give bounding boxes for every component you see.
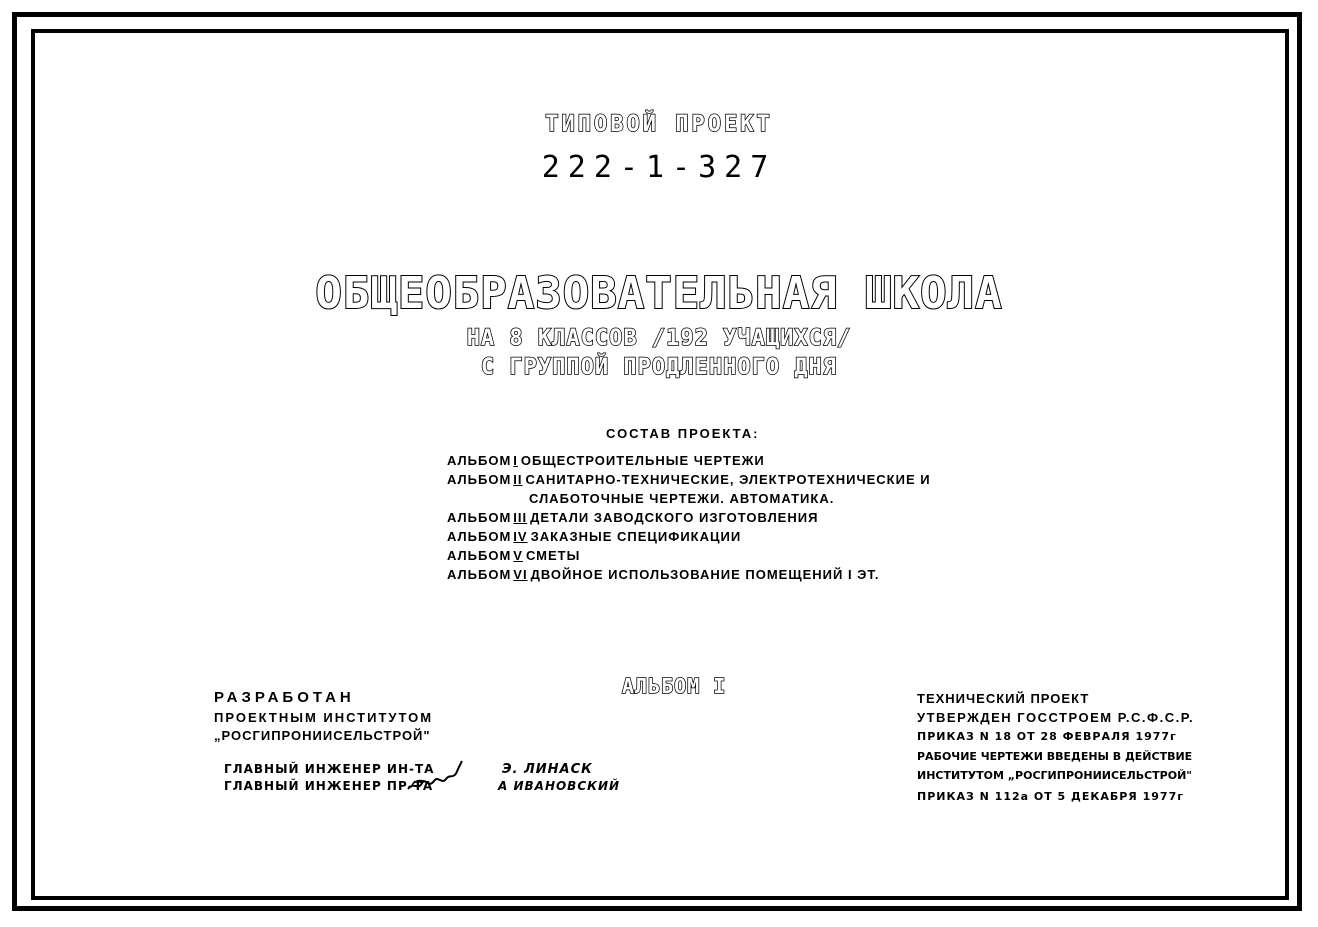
list-item — [447, 527, 931, 546]
name-linask: Э. ЛИНАСК — [502, 762, 593, 777]
list-item — [447, 508, 931, 527]
approval-line-6: ПРИКАЗ N 112а ОТ 5 ДЕКАБРЯ 1977г — [917, 790, 1184, 803]
album-title: ДЕТАЛИ ЗАВОДСКОГО ИЗГОТОВЛЕНИЯ — [530, 510, 819, 525]
album-label: АЛЬБОМ — [447, 567, 512, 582]
contents-heading: СОСТАВ ПРОЕКТА: — [606, 426, 760, 441]
album-title: ДВОЙНОЕ ИСПОЛЬЗОВАНИЕ ПОМЕЩЕНИЙ I ЭТ. — [530, 567, 880, 582]
developer-line-1: РАЗРАБОТАН — [214, 689, 355, 706]
name-ivanovsky: А ИВАНОВСКИЙ — [498, 779, 621, 793]
signature-image — [404, 755, 470, 795]
album-number: II — [513, 472, 523, 487]
approval-line-1: ТЕХНИЧЕСКИЙ ПРОЕКТ — [917, 691, 1090, 706]
album-number: I — [513, 453, 518, 468]
approval-line-5: ИНСТИТУТОМ „РОСГИПРОНИИСЕЛЬСТРОЙ" — [917, 769, 1193, 782]
album-number: V — [513, 548, 523, 563]
album-title: ОБЩЕСТРОИТЕЛЬНЫЕ ЧЕРТЕЖИ — [520, 453, 765, 468]
approval-line-4: РАБОЧИЕ ЧЕРТЕЖИ ВВЕДЕНЫ В ДЕЙСТВИЕ — [917, 750, 1193, 763]
album-label-large: АЛЬБОМ I — [622, 674, 727, 698]
album-label: АЛЬБОМ — [447, 510, 512, 525]
approval-line-3: ПРИКАЗ N 18 ОТ 28 ФЕВРАЛЯ 1977г — [917, 730, 1177, 743]
project-code: 222-1-327 — [541, 150, 777, 185]
subtitle-2: С ГРУППОЙ ПРОДЛЕННОГО ДНЯ — [480, 355, 838, 380]
developer-line-2: ПРОЕКТНЫМ ИНСТИТУТОМ — [214, 710, 434, 725]
approval-line-2: УТВЕРЖДЕН ГОССТРОЕМ Р.С.Ф.С.Р. — [917, 710, 1195, 725]
album-list — [447, 451, 931, 584]
series-label: ТИПОВОЙ ПРОЕКТ — [545, 112, 773, 137]
album-title: ЗАКАЗНЫЕ СПЕЦИФИКАЦИИ — [530, 529, 742, 544]
list-item — [447, 546, 931, 565]
album-number: IV — [513, 529, 528, 544]
album-number: VI — [513, 567, 528, 582]
subtitle-1: НА 8 КЛАССОВ /192 УЧАЩИХСЯ/ — [466, 326, 852, 351]
album-label: АЛЬБОМ — [447, 529, 512, 544]
list-item — [447, 470, 931, 489]
album-title-continuation: СЛАБОТОЧНЫЕ ЧЕРТЕЖИ. АВТОМАТИКА. — [529, 491, 835, 506]
album-number: III — [513, 510, 528, 525]
developer-line-3: „РОСГИПРОНИИСЕЛЬСТРОЙ" — [214, 728, 431, 743]
album-label: АЛЬБОМ — [447, 472, 512, 487]
role-chief-engineer-project: ГЛАВНЫЙ ИНЖЕНЕР ПР-ТА — [224, 779, 434, 793]
album-title: СМЕТЫ — [525, 548, 581, 563]
album-label: АЛЬБОМ — [447, 548, 512, 563]
page-title: ОБЩЕОБРАЗОВАТЕЛЬНАЯ ШКОЛА — [315, 268, 1003, 319]
list-item — [447, 565, 931, 584]
album-title: САНИТАРНО-ТЕХНИЧЕСКИЕ, ЭЛЕКТРОТЕХНИЧЕСКИЕ И — [525, 472, 931, 487]
album-label: АЛЬБОМ — [447, 453, 512, 468]
list-item — [447, 451, 931, 470]
role-chief-engineer-institute: ГЛАВНЫЙ ИНЖЕНЕР ИН-ТА — [224, 762, 435, 776]
list-item — [447, 489, 931, 508]
